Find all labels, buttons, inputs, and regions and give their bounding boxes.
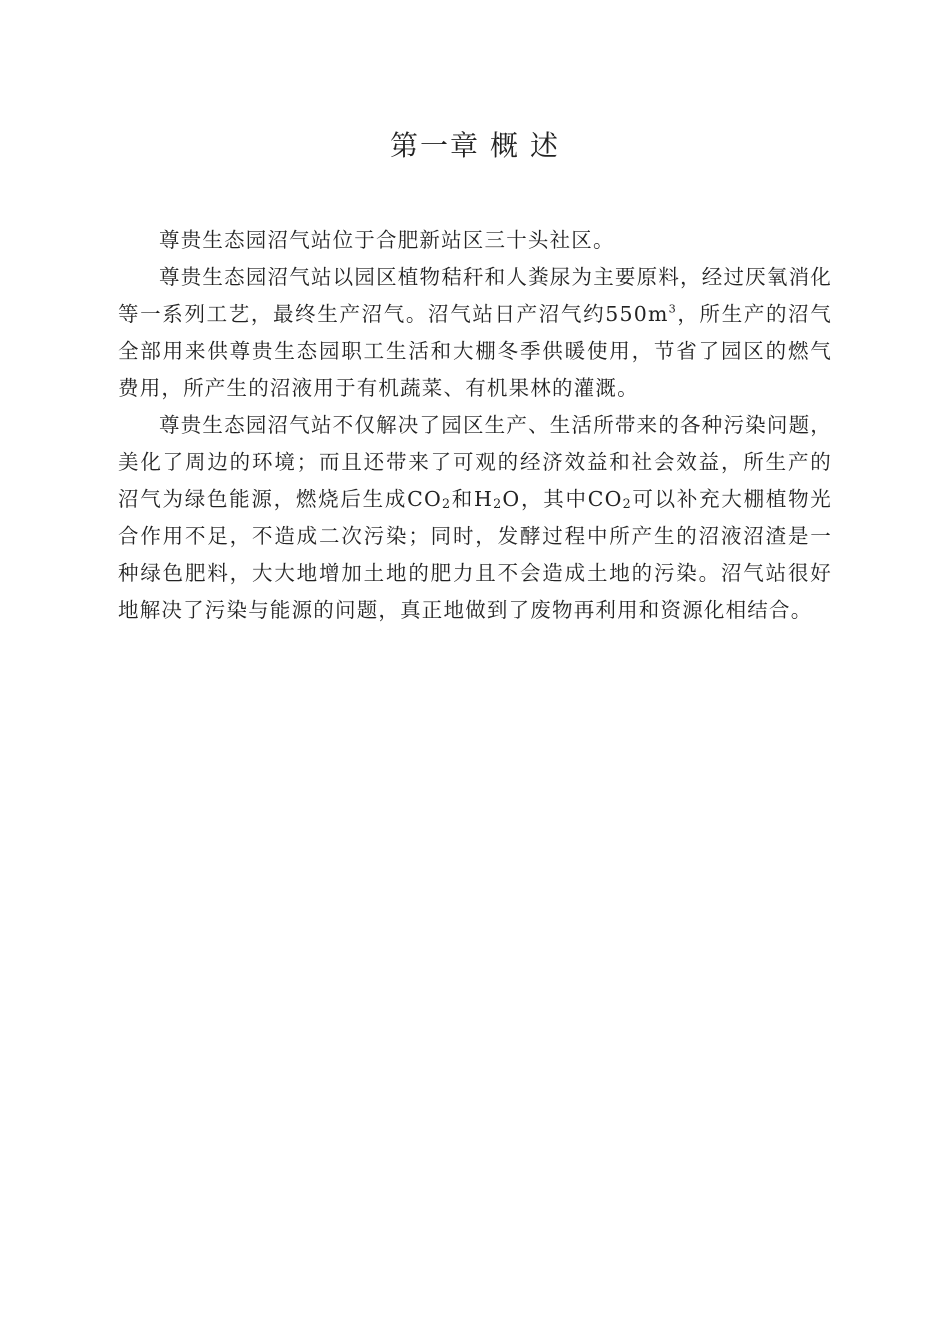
- conjunction-and: 和: [451, 487, 475, 511]
- formula-h2o-h: H: [474, 487, 494, 511]
- daily-output-exponent: 3: [668, 302, 677, 316]
- paragraph-production-text-a: 尊贵生态园沼气站以园区植物秸秆和人粪尿为主要原料，经过厌氧消化等一系列工艺，最终生产沼气。沼气站日产沼气约: [118, 265, 832, 326]
- paragraph-benefits-text-b: ，其中: [520, 487, 588, 511]
- paragraph-location-text: 尊贵生态园沼气站位于合肥新站区三十头社区。: [159, 228, 615, 252]
- chapter-title-char-1: 概: [489, 129, 520, 162]
- paragraph-production-text-b: ，所生产的沼气全部用来供尊贵生态园职工生活和大棚冬季供暖使用，节省了园区的燃气费用，所产生的沼液用于有机蔬菜、有机果林的灌溉。: [118, 302, 832, 400]
- paragraph-benefits-text-a: 尊贵生态园沼气站不仅解决了园区生产、生活所带来的各种污染问题，美化了周边的环境；而且还带来了可观的经济效益和社会效益，所生产的沼气为绿色能源，燃烧后生成: [118, 413, 832, 511]
- formula-h2o-o: O: [502, 487, 521, 511]
- paragraph-location: [118, 222, 832, 259]
- chapter-number: 第一章: [389, 129, 480, 162]
- chapter-body: [118, 222, 832, 629]
- formula-co2-subscript: 2: [441, 495, 452, 511]
- daily-output-value: 550m: [605, 302, 669, 326]
- chapter-title: [0, 126, 950, 166]
- paragraph-benefits: [118, 407, 832, 629]
- paragraph-production: [118, 259, 832, 407]
- formula-co2-second-subscript: 2: [622, 495, 632, 511]
- chapter-title-char-2: 述: [530, 129, 561, 162]
- paragraph-benefits-text-c: 可以补充大棚植物光合作用不足，不造成二次污染；同时，发酵过程中所产生的沼液沼渣是一种绿色肥料，大大地增加土地的肥力且不会造成土地的污染。沼气站很好地解决了污染与能源的问题，真正地做到了废物再利用和资源化相结合。: [118, 487, 833, 622]
- formula-co2-second-base: CO: [587, 487, 623, 511]
- formula-h2o-subscript: 2: [493, 495, 503, 511]
- formula-co2-base: CO: [407, 487, 442, 511]
